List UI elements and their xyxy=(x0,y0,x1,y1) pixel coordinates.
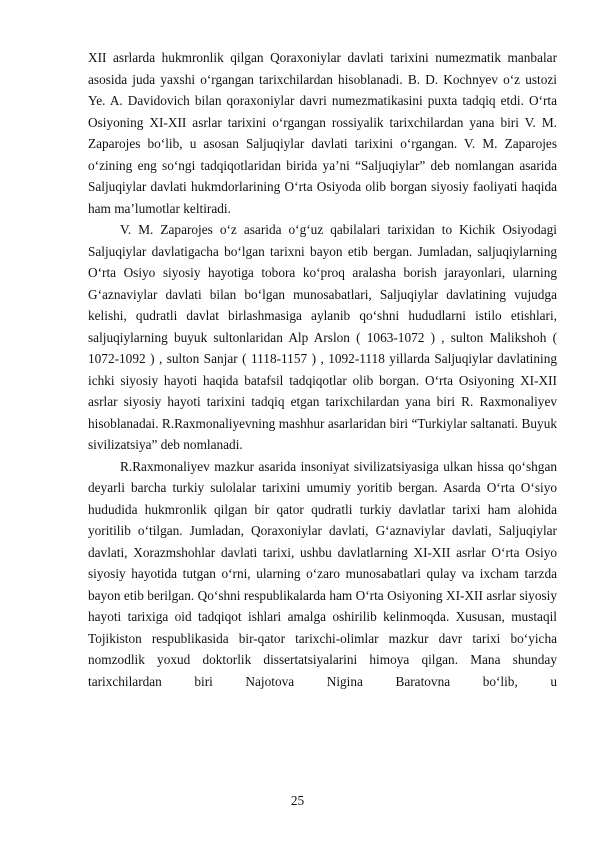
paragraph-2: V. M. Zaparojes o‘z asarida o‘g‘uz qabilalari tarixidan to Kichik Osiyodagi Saljuqiylar davlatigacha bo‘lgan tarixni bayon etib bergan. Jumladan, saljuqiylarning O‘rta Osiyo siyosiy hayotiga tobora ko‘proq aralasha borish jarayonlari, ularning G‘aznaviylar davlati bilan bo‘lgan munosabatlari, Saljuqiylar davlatining vujudga kelishi, qudratli davlat birlashmasiga aylanib qo‘shni hududlarni istilo etishlari, saljuqiylarning buyuk sultonlaridan Alp Arslon ( 1063-1072 ) , sulton Malikshoh ( 1072-1092 ) , sulton Sanjar ( 1118-1157 ) , 1092-1118 yillarda Saljuqiylar davlatining ichki siyosiy hayoti haqida batafsil tadqiqotlar olib borgan. O‘rta Osiyoning XI-XII asrlar siyosiy hayoti tarixini tadqiq etgan tarixchilardan yana biri R. Raxmonaliyev hisoblanadai. R.Raxmonaliyevning mashhur asarlaridan biri “Turkiylar saltanati. Buyuk sivilizatsiya” deb nomlanadi. xyxy=(88,222,557,452)
paragraph-1: XII asrlarda hukmronlik qilgan Qoraxoniylar davlati tarixini numezmatik manbalar asosida juda yaxshi o‘rgangan tarixchilardan hisoblanadi. B. D. Kochnyev o‘z ustozi Ye. A. Davidovich bilan qoraxoniylar davri numezmatikasini puxta tadqiq etdi. O‘rta Osiyoning XI-XII asrlar tarixini o‘rgangan rossiyalik tarixchilardan yana biri V. M. Zaparojes bo‘lib, u asosan Saljuqiylar davlati tarixini o‘rgangan. V. M. Zaparojes o‘zining eng so‘ngi tadqiqotlaridan birida ya’ni “Saljuqiylar” deb nomlangan asarida Saljuqiylar davlati hukmdorlarining O‘rta Osiyoda olib borgan siyosiy faoliyati haqida ham ma’lumotlar keltiradi. xyxy=(88,50,557,216)
page-number: 25 xyxy=(290,793,305,808)
document-body xyxy=(88,47,557,692)
paragraph-3: R.Raxmonaliyev mazkur asarida insoniyat sivilizatsiyasiga ulkan hissa qo‘shgan deyarli barcha turkiy sulolalar tarixini umumiy yoritib bergan. Asarda O‘rta O‘siyo hududida hukmronlik qilgan bir qator qudratli turkiy davlatlar tarixi ham alohida yoritilib o‘tilgan. Jumladan, Qoraxoniylar davlati, G‘aznaviylar davlati, Saljuqiylar davlati, Xorazmshohlar davlati tarixi, ushbu davlatlarning XI-XII asrlar O‘rta Osiyo siyosiy hayotida tutgan o‘rni, ularning o‘zaro munosabatlari qulay va ixcham tarzda bayon etib berilgan. Qo‘shni respublikalarda ham O‘rta Osiyoning XI-XII asrlar siyosiy hayoti tarixiga oid tadqiqot ishlari amalga oshirilib kelinmoqda. Xususan, mustaqil Tojikiston respublikasida bir-qator tarixchi-olimlar mazkur davr tarixi bo‘yicha nomzodlik yoxud doktorlik dissertatsiyalarini himoya qilgan. Mana shunday tarixchilardan biri Najotova Nigina Baratovna bo‘lib, u xyxy=(88,458,557,689)
